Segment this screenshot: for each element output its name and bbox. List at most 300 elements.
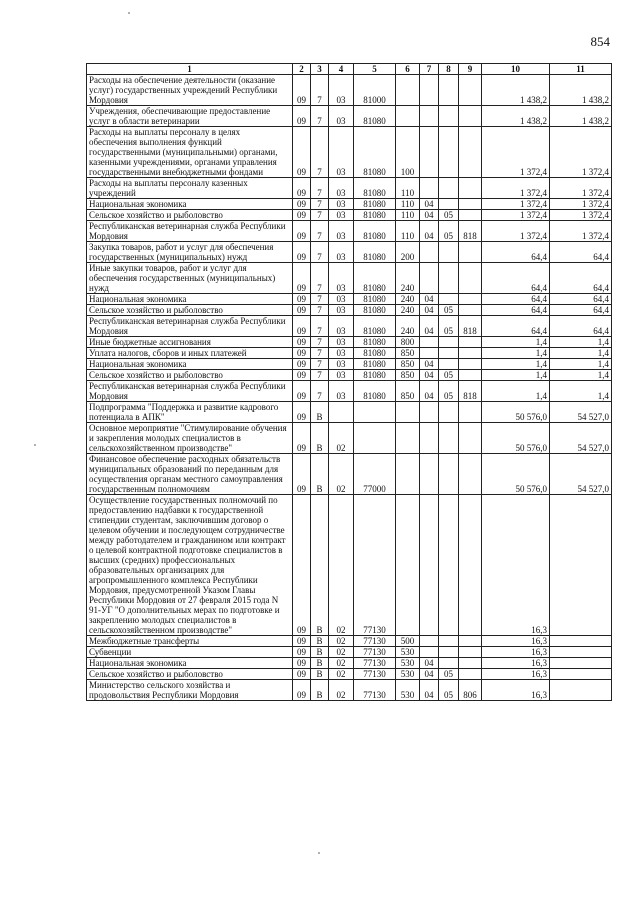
code-cell-5: 81080 bbox=[354, 199, 396, 210]
row-name-cell: Сельское хозяйство и рыболовство bbox=[87, 210, 293, 221]
code-cell-5: 81080 bbox=[354, 348, 396, 359]
column-header: 6 bbox=[396, 64, 420, 75]
amount-cell-11 bbox=[550, 495, 612, 636]
code-cell-5: 77130 bbox=[354, 658, 396, 669]
code-cell-5: 81080 bbox=[354, 370, 396, 381]
code-cell-5: 81080 bbox=[354, 305, 396, 316]
amount-cell-11: 1 372,4 bbox=[550, 178, 612, 199]
table-row bbox=[87, 402, 612, 423]
amount-cell-11: 1,4 bbox=[550, 370, 612, 381]
code-cell-9 bbox=[459, 305, 482, 316]
column-header: 1 bbox=[87, 64, 293, 75]
code-cell-5: 81080 bbox=[354, 242, 396, 263]
row-name-cell: Сельское хозяйство и рыболовство bbox=[87, 370, 293, 381]
table-row bbox=[87, 647, 612, 658]
amount-cell-11 bbox=[550, 647, 612, 658]
row-name-cell: Иные бюджетные ассигнования bbox=[87, 337, 293, 348]
amount-cell-10: 16,3 bbox=[482, 636, 550, 647]
code-cell-2: 09 bbox=[293, 636, 311, 647]
code-cell-3: 7 bbox=[311, 210, 329, 221]
code-cell-7 bbox=[420, 127, 439, 178]
code-cell-2: 09 bbox=[293, 680, 311, 701]
page-number: 854 bbox=[590, 34, 610, 49]
code-cell-9 bbox=[459, 263, 482, 294]
column-header: 5 bbox=[354, 64, 396, 75]
code-cell-6: 110 bbox=[396, 199, 420, 210]
amount-cell-10: 1,4 bbox=[482, 359, 550, 370]
row-name-cell: Межбюджетные трансферты bbox=[87, 636, 293, 647]
table-row bbox=[87, 658, 612, 669]
code-cell-4: 03 bbox=[329, 294, 354, 305]
code-cell-8 bbox=[439, 402, 459, 423]
code-cell-3: 7 bbox=[311, 337, 329, 348]
table-row bbox=[87, 221, 612, 242]
table-row bbox=[87, 337, 612, 348]
amount-cell-10: 16,3 bbox=[482, 680, 550, 701]
code-cell-6 bbox=[396, 495, 420, 636]
code-cell-9 bbox=[459, 636, 482, 647]
code-cell-9: 818 bbox=[459, 381, 482, 402]
code-cell-6: 240 bbox=[396, 294, 420, 305]
table-row bbox=[87, 381, 612, 402]
code-cell-6 bbox=[396, 454, 420, 495]
row-name-cell: Подпрограмма "Поддержка и развитие кадрового потенциала в АПК" bbox=[87, 402, 293, 423]
row-name-cell: Расходы на обеспечение деятельности (оказание услуг) государственных учреждений Республики Мордовия bbox=[87, 75, 293, 106]
code-cell-9 bbox=[459, 199, 482, 210]
code-cell-2: 09 bbox=[293, 370, 311, 381]
code-cell-8 bbox=[439, 495, 459, 636]
code-cell-9 bbox=[459, 658, 482, 669]
code-cell-2: 09 bbox=[293, 263, 311, 294]
code-cell-6: 500 bbox=[396, 636, 420, 647]
row-name-cell: Субвенции bbox=[87, 647, 293, 658]
code-cell-7: 04 bbox=[420, 221, 439, 242]
code-cell-9 bbox=[459, 402, 482, 423]
code-cell-2: 09 bbox=[293, 454, 311, 495]
code-cell-5: 81080 bbox=[354, 178, 396, 199]
code-cell-6: 110 bbox=[396, 221, 420, 242]
amount-cell-11: 1 372,4 bbox=[550, 221, 612, 242]
amount-cell-11: 1,4 bbox=[550, 381, 612, 402]
code-cell-7 bbox=[420, 178, 439, 199]
code-cell-7: 04 bbox=[420, 294, 439, 305]
code-cell-2: 09 bbox=[293, 348, 311, 359]
code-cell-4: 02 bbox=[329, 454, 354, 495]
row-name-cell: Национальная экономика bbox=[87, 359, 293, 370]
amount-cell-11: 1 372,4 bbox=[550, 199, 612, 210]
code-cell-7: 04 bbox=[420, 359, 439, 370]
amount-cell-11: 64,4 bbox=[550, 294, 612, 305]
code-cell-3: В bbox=[311, 454, 329, 495]
amount-cell-11 bbox=[550, 680, 612, 701]
code-cell-8 bbox=[439, 423, 459, 454]
amount-cell-10: 1,4 bbox=[482, 337, 550, 348]
code-cell-7 bbox=[420, 263, 439, 294]
code-cell-4 bbox=[329, 402, 354, 423]
code-cell-7 bbox=[420, 647, 439, 658]
amount-cell-11: 1,4 bbox=[550, 348, 612, 359]
code-cell-2: 09 bbox=[293, 337, 311, 348]
code-cell-8 bbox=[439, 263, 459, 294]
code-cell-8: 05 bbox=[439, 221, 459, 242]
code-cell-3: 7 bbox=[311, 263, 329, 294]
code-cell-6: 240 bbox=[396, 263, 420, 294]
row-name-cell: Сельское хозяйство и рыболовство bbox=[87, 305, 293, 316]
code-cell-3: В bbox=[311, 669, 329, 680]
code-cell-4: 03 bbox=[329, 127, 354, 178]
amount-cell-10: 50 576,0 bbox=[482, 423, 550, 454]
code-cell-8: 05 bbox=[439, 210, 459, 221]
row-name-cell: Расходы на выплаты персоналу казенных учреждений bbox=[87, 178, 293, 199]
code-cell-5: 77130 bbox=[354, 636, 396, 647]
code-cell-4: 02 bbox=[329, 680, 354, 701]
row-name-cell: Учреждения, обеспечивающие предоставление услуг в области ветеринарии bbox=[87, 106, 293, 127]
amount-cell-10: 50 576,0 bbox=[482, 402, 550, 423]
amount-cell-11: 64,4 bbox=[550, 242, 612, 263]
code-cell-8: 05 bbox=[439, 669, 459, 680]
code-cell-2: 09 bbox=[293, 178, 311, 199]
code-cell-4: 02 bbox=[329, 669, 354, 680]
code-cell-8 bbox=[439, 106, 459, 127]
code-cell-3: В bbox=[311, 495, 329, 636]
code-cell-4: 03 bbox=[329, 210, 354, 221]
amount-cell-10: 16,3 bbox=[482, 658, 550, 669]
code-cell-3: В bbox=[311, 402, 329, 423]
amount-cell-11: 64,4 bbox=[550, 316, 612, 337]
amount-cell-10: 64,4 bbox=[482, 242, 550, 263]
amount-cell-11: 54 527,0 bbox=[550, 402, 612, 423]
amount-cell-11: 1 372,4 bbox=[550, 127, 612, 178]
code-cell-7 bbox=[420, 242, 439, 263]
header-row bbox=[87, 64, 612, 75]
code-cell-2: 09 bbox=[293, 316, 311, 337]
code-cell-2: 09 bbox=[293, 402, 311, 423]
code-cell-8: 05 bbox=[439, 370, 459, 381]
code-cell-2: 09 bbox=[293, 669, 311, 680]
code-cell-3: 7 bbox=[311, 294, 329, 305]
code-cell-2: 09 bbox=[293, 294, 311, 305]
code-cell-9 bbox=[459, 647, 482, 658]
amount-cell-10: 1,4 bbox=[482, 348, 550, 359]
amount-cell-10: 1 372,4 bbox=[482, 221, 550, 242]
table-row bbox=[87, 495, 612, 636]
scan-speck bbox=[128, 12, 130, 14]
code-cell-4: 03 bbox=[329, 316, 354, 337]
code-cell-6 bbox=[396, 402, 420, 423]
table-row bbox=[87, 305, 612, 316]
column-header: 4 bbox=[329, 64, 354, 75]
code-cell-5: 77000 bbox=[354, 454, 396, 495]
code-cell-7 bbox=[420, 75, 439, 106]
code-cell-3: 7 bbox=[311, 199, 329, 210]
table-row bbox=[87, 210, 612, 221]
code-cell-7 bbox=[420, 423, 439, 454]
amount-cell-10: 1 372,4 bbox=[482, 178, 550, 199]
row-name-cell: Министерство сельского хозяйства и продовольствия Республики Мордовия bbox=[87, 680, 293, 701]
code-cell-5: 77130 bbox=[354, 495, 396, 636]
code-cell-3: 7 bbox=[311, 106, 329, 127]
row-name-cell: Закупка товаров, работ и услуг для обеспечения государственных (муниципальных) нужд bbox=[87, 242, 293, 263]
code-cell-3: 7 bbox=[311, 316, 329, 337]
code-cell-3: 7 bbox=[311, 127, 329, 178]
amount-cell-10: 1 372,4 bbox=[482, 199, 550, 210]
code-cell-9 bbox=[459, 127, 482, 178]
code-cell-5: 81080 bbox=[354, 359, 396, 370]
amount-cell-10: 1 372,4 bbox=[482, 210, 550, 221]
code-cell-3: В bbox=[311, 658, 329, 669]
row-name-cell: Осуществление государственных полномочий по предоставлению надбавки к государственной стипендии студентам, заключившим договор о целевом обучении и последующем сотрудничестве между работодателем и гражданином или контракт о целевой контрактной подготовке специалистов в высших (средних) профессиональных образовательных организациях для агропромышленного комплекса Республики Мордовия, предусмотренной Указом Главы Республики Мордовия от 27 февраля 2015 года N 91-УГ "О дополнительных мерах по подготовке и закреплению молодых специалистов в сельскохозяйственном производстве" bbox=[87, 495, 293, 636]
code-cell-4: 02 bbox=[329, 423, 354, 454]
column-header: 3 bbox=[311, 64, 329, 75]
code-cell-8 bbox=[439, 127, 459, 178]
code-cell-4: 02 bbox=[329, 647, 354, 658]
code-cell-8: 05 bbox=[439, 381, 459, 402]
amount-cell-11: 1 438,2 bbox=[550, 75, 612, 106]
code-cell-6: 240 bbox=[396, 316, 420, 337]
code-cell-7: 04 bbox=[420, 199, 439, 210]
table-row bbox=[87, 263, 612, 294]
code-cell-2: 09 bbox=[293, 305, 311, 316]
code-cell-8 bbox=[439, 359, 459, 370]
table-row bbox=[87, 178, 612, 199]
code-cell-6: 850 bbox=[396, 359, 420, 370]
code-cell-8 bbox=[439, 647, 459, 658]
code-cell-2: 09 bbox=[293, 210, 311, 221]
scan-speck bbox=[34, 444, 36, 446]
code-cell-5: 81080 bbox=[354, 263, 396, 294]
code-cell-6: 850 bbox=[396, 381, 420, 402]
code-cell-4: 03 bbox=[329, 178, 354, 199]
code-cell-7 bbox=[420, 348, 439, 359]
column-header: 11 bbox=[550, 64, 612, 75]
amount-cell-11: 1,4 bbox=[550, 337, 612, 348]
scan-speck bbox=[318, 852, 320, 854]
code-cell-3: 7 bbox=[311, 242, 329, 263]
code-cell-2: 09 bbox=[293, 423, 311, 454]
code-cell-4: 03 bbox=[329, 348, 354, 359]
row-name-cell: Национальная экономика bbox=[87, 294, 293, 305]
code-cell-2: 09 bbox=[293, 75, 311, 106]
code-cell-4: 03 bbox=[329, 370, 354, 381]
code-cell-7 bbox=[420, 495, 439, 636]
amount-cell-10: 50 576,0 bbox=[482, 454, 550, 495]
code-cell-7 bbox=[420, 402, 439, 423]
amount-cell-11: 54 527,0 bbox=[550, 454, 612, 495]
table-row bbox=[87, 454, 612, 495]
code-cell-9 bbox=[459, 106, 482, 127]
code-cell-8 bbox=[439, 242, 459, 263]
row-name-cell: Национальная экономика bbox=[87, 199, 293, 210]
code-cell-2: 09 bbox=[293, 127, 311, 178]
code-cell-7: 04 bbox=[420, 381, 439, 402]
code-cell-9 bbox=[459, 294, 482, 305]
code-cell-5: 81080 bbox=[354, 221, 396, 242]
amount-cell-10: 64,4 bbox=[482, 316, 550, 337]
table-row bbox=[87, 199, 612, 210]
code-cell-9 bbox=[459, 337, 482, 348]
amount-cell-10: 1,4 bbox=[482, 370, 550, 381]
row-name-cell: Сельское хозяйство и рыболовство bbox=[87, 669, 293, 680]
table-row bbox=[87, 680, 612, 701]
code-cell-9: 818 bbox=[459, 316, 482, 337]
table-row bbox=[87, 669, 612, 680]
code-cell-3: 7 bbox=[311, 370, 329, 381]
code-cell-7 bbox=[420, 337, 439, 348]
code-cell-5 bbox=[354, 402, 396, 423]
code-cell-6: 530 bbox=[396, 680, 420, 701]
amount-cell-11 bbox=[550, 658, 612, 669]
code-cell-2: 09 bbox=[293, 199, 311, 210]
code-cell-6: 100 bbox=[396, 127, 420, 178]
code-cell-6: 850 bbox=[396, 370, 420, 381]
code-cell-9: 806 bbox=[459, 680, 482, 701]
code-cell-8 bbox=[439, 454, 459, 495]
code-cell-9 bbox=[459, 210, 482, 221]
row-name-cell: Расходы на выплаты персоналу в целях обеспечения выполнения функций государственными (муниципальными) органами, казенными учреждениями, органами управления государственными внебюджетными фондами bbox=[87, 127, 293, 178]
table-row bbox=[87, 106, 612, 127]
code-cell-5: 77130 bbox=[354, 680, 396, 701]
code-cell-6: 800 bbox=[396, 337, 420, 348]
code-cell-8: 05 bbox=[439, 680, 459, 701]
amount-cell-11 bbox=[550, 636, 612, 647]
code-cell-8 bbox=[439, 337, 459, 348]
code-cell-6: 110 bbox=[396, 210, 420, 221]
table-row bbox=[87, 294, 612, 305]
code-cell-2: 09 bbox=[293, 221, 311, 242]
row-name-cell: Республиканская ветеринарная служба Республики Мордовия bbox=[87, 316, 293, 337]
code-cell-8 bbox=[439, 75, 459, 106]
code-cell-4: 03 bbox=[329, 199, 354, 210]
code-cell-8 bbox=[439, 199, 459, 210]
code-cell-4: 03 bbox=[329, 242, 354, 263]
code-cell-5: 81080 bbox=[354, 127, 396, 178]
code-cell-6 bbox=[396, 75, 420, 106]
code-cell-9 bbox=[459, 242, 482, 263]
code-cell-9 bbox=[459, 423, 482, 454]
amount-cell-11: 64,4 bbox=[550, 305, 612, 316]
code-cell-2: 09 bbox=[293, 359, 311, 370]
row-name-cell: Уплата налогов, сборов и иных платежей bbox=[87, 348, 293, 359]
code-cell-7 bbox=[420, 636, 439, 647]
code-cell-9 bbox=[459, 454, 482, 495]
code-cell-4: 03 bbox=[329, 305, 354, 316]
amount-cell-11: 54 527,0 bbox=[550, 423, 612, 454]
amount-cell-10: 1,4 bbox=[482, 381, 550, 402]
row-name-cell: Финансовое обеспечение расходных обязательств муниципальных образований по переданным для осуществления органам местного самоуправления государственным полномочиям bbox=[87, 454, 293, 495]
code-cell-4: 03 bbox=[329, 221, 354, 242]
code-cell-8 bbox=[439, 178, 459, 199]
code-cell-7: 04 bbox=[420, 669, 439, 680]
table-row bbox=[87, 75, 612, 106]
amount-cell-11: 1 438,2 bbox=[550, 106, 612, 127]
code-cell-6 bbox=[396, 423, 420, 454]
code-cell-7 bbox=[420, 454, 439, 495]
code-cell-5 bbox=[354, 423, 396, 454]
code-cell-3: 7 bbox=[311, 178, 329, 199]
amount-cell-10: 64,4 bbox=[482, 294, 550, 305]
code-cell-6: 240 bbox=[396, 305, 420, 316]
code-cell-8 bbox=[439, 636, 459, 647]
code-cell-9 bbox=[459, 370, 482, 381]
code-cell-7 bbox=[420, 106, 439, 127]
code-cell-8 bbox=[439, 658, 459, 669]
column-header: 7 bbox=[420, 64, 439, 75]
column-header: 9 bbox=[459, 64, 482, 75]
table-row bbox=[87, 316, 612, 337]
code-cell-3: В bbox=[311, 647, 329, 658]
code-cell-7: 04 bbox=[420, 658, 439, 669]
amount-cell-10: 64,4 bbox=[482, 305, 550, 316]
code-cell-6: 850 bbox=[396, 348, 420, 359]
code-cell-3: В bbox=[311, 423, 329, 454]
table-row bbox=[87, 423, 612, 454]
code-cell-2: 09 bbox=[293, 658, 311, 669]
code-cell-9 bbox=[459, 75, 482, 106]
code-cell-7: 04 bbox=[420, 680, 439, 701]
amount-cell-11: 64,4 bbox=[550, 263, 612, 294]
table-row bbox=[87, 359, 612, 370]
amount-cell-11: 1 372,4 bbox=[550, 210, 612, 221]
amount-cell-10: 64,4 bbox=[482, 263, 550, 294]
amount-cell-10: 16,3 bbox=[482, 669, 550, 680]
code-cell-7: 04 bbox=[420, 370, 439, 381]
amount-cell-10: 1 438,2 bbox=[482, 75, 550, 106]
code-cell-9 bbox=[459, 359, 482, 370]
code-cell-2: 09 bbox=[293, 106, 311, 127]
code-cell-4: 03 bbox=[329, 337, 354, 348]
code-cell-5: 81080 bbox=[354, 106, 396, 127]
table-body bbox=[87, 75, 612, 701]
code-cell-4: 02 bbox=[329, 495, 354, 636]
code-cell-9 bbox=[459, 178, 482, 199]
code-cell-2: 09 bbox=[293, 647, 311, 658]
code-cell-9 bbox=[459, 495, 482, 636]
code-cell-3: В bbox=[311, 680, 329, 701]
code-cell-7: 04 bbox=[420, 316, 439, 337]
code-cell-3: 7 bbox=[311, 305, 329, 316]
code-cell-9 bbox=[459, 669, 482, 680]
code-cell-5: 77130 bbox=[354, 647, 396, 658]
row-name-cell: Основное мероприятие "Стимулирование обучения и закрепления молодых специалистов в сельскохозяйственном производстве" bbox=[87, 423, 293, 454]
code-cell-3: 7 bbox=[311, 359, 329, 370]
budget-table bbox=[86, 63, 612, 701]
code-cell-7: 04 bbox=[420, 305, 439, 316]
code-cell-5: 81000 bbox=[354, 75, 396, 106]
code-cell-3: В bbox=[311, 636, 329, 647]
amount-cell-10: 16,3 bbox=[482, 495, 550, 636]
table-row bbox=[87, 127, 612, 178]
code-cell-3: 7 bbox=[311, 381, 329, 402]
code-cell-8: 05 bbox=[439, 305, 459, 316]
table-row bbox=[87, 636, 612, 647]
code-cell-4: 03 bbox=[329, 359, 354, 370]
table-row bbox=[87, 370, 612, 381]
row-name-cell: Республиканская ветеринарная служба Республики Мордовия bbox=[87, 221, 293, 242]
column-header: 8 bbox=[439, 64, 459, 75]
amount-cell-11: 1,4 bbox=[550, 359, 612, 370]
code-cell-4: 03 bbox=[329, 381, 354, 402]
code-cell-8 bbox=[439, 294, 459, 305]
code-cell-5: 81080 bbox=[354, 210, 396, 221]
code-cell-2: 09 bbox=[293, 495, 311, 636]
amount-cell-10: 16,3 bbox=[482, 647, 550, 658]
code-cell-5: 81080 bbox=[354, 316, 396, 337]
column-header: 2 bbox=[293, 64, 311, 75]
code-cell-5: 77130 bbox=[354, 669, 396, 680]
code-cell-6: 110 bbox=[396, 178, 420, 199]
code-cell-4: 02 bbox=[329, 658, 354, 669]
code-cell-3: 7 bbox=[311, 75, 329, 106]
